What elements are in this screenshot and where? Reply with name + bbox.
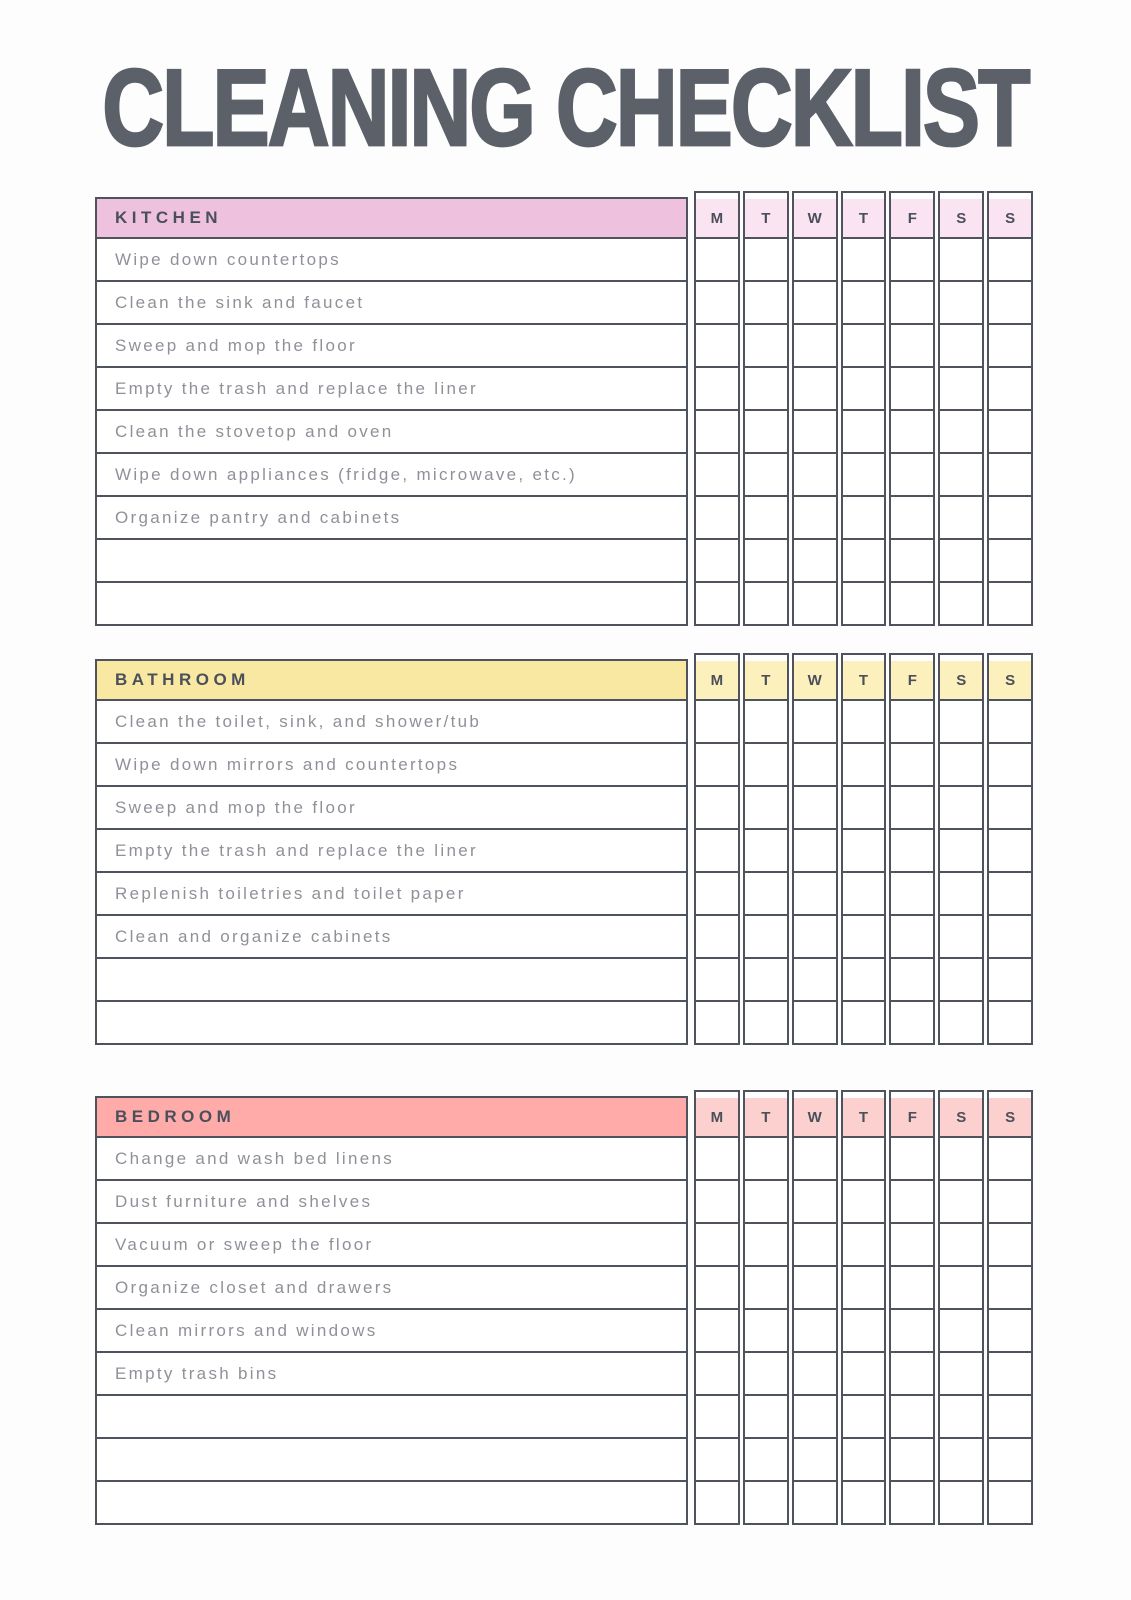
check-cell[interactable] <box>696 699 738 742</box>
day-column <box>987 1090 1033 1525</box>
empty-row <box>97 1437 686 1480</box>
check-cell[interactable] <box>940 538 982 581</box>
check-cell[interactable] <box>989 538 1031 581</box>
check-cell[interactable] <box>989 581 1031 624</box>
check-cell[interactable] <box>940 1480 982 1523</box>
day-header: M <box>696 1098 738 1136</box>
day-column <box>743 191 789 626</box>
check-cell[interactable] <box>794 237 836 280</box>
check-cell[interactable] <box>940 957 982 1000</box>
check-cell[interactable] <box>843 409 885 452</box>
check-cell[interactable] <box>843 538 885 581</box>
day-column <box>841 1090 887 1525</box>
check-cell[interactable] <box>696 538 738 581</box>
day-header: S <box>989 1098 1031 1136</box>
check-cell[interactable] <box>794 871 836 914</box>
check-cell[interactable] <box>745 957 787 1000</box>
check-cell[interactable] <box>794 280 836 323</box>
day-header: T <box>843 661 885 699</box>
section-title: BEDROOM <box>115 1107 236 1126</box>
check-cell[interactable] <box>989 1136 1031 1179</box>
check-cell[interactable] <box>794 1136 836 1179</box>
task-label: Organize pantry and cabinets <box>115 507 402 527</box>
empty-row <box>97 1394 686 1437</box>
task-table <box>95 197 688 626</box>
check-cell[interactable] <box>794 1437 836 1480</box>
check-cell[interactable] <box>989 409 1031 452</box>
check-cell[interactable] <box>891 1394 933 1437</box>
day-header: M <box>696 661 738 699</box>
check-cell[interactable] <box>989 366 1031 409</box>
day-column <box>694 191 740 626</box>
check-cell[interactable] <box>940 237 982 280</box>
check-cell[interactable] <box>696 828 738 871</box>
check-cell[interactable] <box>940 742 982 785</box>
check-cell[interactable] <box>843 914 885 957</box>
check-cell[interactable] <box>940 828 982 871</box>
day-column <box>938 191 984 626</box>
day-grid <box>694 191 1033 626</box>
check-cell[interactable] <box>696 1351 738 1394</box>
check-cell[interactable] <box>745 495 787 538</box>
check-cell[interactable] <box>843 742 885 785</box>
check-cell[interactable] <box>843 581 885 624</box>
day-header: F <box>891 661 933 699</box>
check-cell[interactable] <box>696 1179 738 1222</box>
check-cell[interactable] <box>843 495 885 538</box>
check-cell[interactable] <box>794 699 836 742</box>
task-row <box>97 1265 686 1308</box>
check-cell[interactable] <box>891 828 933 871</box>
check-cell[interactable] <box>696 581 738 624</box>
empty-row <box>97 538 686 581</box>
day-column <box>889 653 935 1045</box>
check-cell[interactable] <box>891 452 933 495</box>
check-cell[interactable] <box>745 699 787 742</box>
check-cell[interactable] <box>940 1308 982 1351</box>
check-cell[interactable] <box>745 742 787 785</box>
check-cell[interactable] <box>891 323 933 366</box>
check-cell[interactable] <box>696 1437 738 1480</box>
check-cell[interactable] <box>794 1394 836 1437</box>
check-cell[interactable] <box>794 1351 836 1394</box>
check-cell[interactable] <box>891 742 933 785</box>
day-grid <box>694 1090 1033 1525</box>
check-cell[interactable] <box>696 409 738 452</box>
day-header: M <box>696 199 738 237</box>
check-cell[interactable] <box>745 366 787 409</box>
day-header: T <box>745 199 787 237</box>
day-grid <box>694 653 1033 1045</box>
check-cell[interactable] <box>940 1265 982 1308</box>
check-cell[interactable] <box>794 452 836 495</box>
check-cell[interactable] <box>794 323 836 366</box>
check-cell[interactable] <box>891 914 933 957</box>
check-cell[interactable] <box>745 1136 787 1179</box>
check-cell[interactable] <box>891 581 933 624</box>
day-header: S <box>940 661 982 699</box>
check-cell[interactable] <box>745 828 787 871</box>
check-cell[interactable] <box>989 871 1031 914</box>
task-row <box>97 452 686 495</box>
check-cell[interactable] <box>989 323 1031 366</box>
check-cell[interactable] <box>745 1308 787 1351</box>
check-cell[interactable] <box>989 1265 1031 1308</box>
check-cell[interactable] <box>891 785 933 828</box>
check-cell[interactable] <box>843 1480 885 1523</box>
checklist-section-kitchen <box>95 191 1033 626</box>
check-cell[interactable] <box>989 1308 1031 1351</box>
day-header: T <box>745 1098 787 1136</box>
day-column <box>938 653 984 1045</box>
checklist-sections <box>0 191 1131 1525</box>
task-row <box>97 1308 686 1351</box>
check-cell[interactable] <box>891 1308 933 1351</box>
task-label: Organize closet and drawers <box>115 1277 394 1297</box>
check-cell[interactable] <box>696 785 738 828</box>
check-cell[interactable] <box>989 1222 1031 1265</box>
check-cell[interactable] <box>696 237 738 280</box>
check-cell[interactable] <box>940 914 982 957</box>
task-label: Wipe down mirrors and countertops <box>115 754 460 774</box>
check-cell[interactable] <box>696 914 738 957</box>
check-cell[interactable] <box>891 1351 933 1394</box>
check-cell[interactable] <box>891 538 933 581</box>
check-cell[interactable] <box>696 452 738 495</box>
task-row <box>97 237 686 280</box>
check-cell[interactable] <box>745 581 787 624</box>
task-label: Replenish toiletries and toilet paper <box>115 883 466 903</box>
day-header: F <box>891 1098 933 1136</box>
check-cell[interactable] <box>843 1394 885 1437</box>
check-cell[interactable] <box>891 1480 933 1523</box>
check-cell[interactable] <box>989 914 1031 957</box>
check-cell[interactable] <box>940 495 982 538</box>
check-cell[interactable] <box>940 1394 982 1437</box>
task-label: Change and wash bed linens <box>115 1148 395 1168</box>
check-cell[interactable] <box>794 495 836 538</box>
check-cell[interactable] <box>745 452 787 495</box>
task-row <box>97 366 686 409</box>
day-column <box>987 653 1033 1045</box>
check-cell[interactable] <box>891 409 933 452</box>
check-cell[interactable] <box>989 1351 1031 1394</box>
task-table <box>95 1096 688 1525</box>
day-header: S <box>989 199 1031 237</box>
check-cell[interactable] <box>696 495 738 538</box>
check-cell[interactable] <box>794 1222 836 1265</box>
task-label: Clean and organize cabinets <box>115 926 393 946</box>
check-cell[interactable] <box>891 699 933 742</box>
day-column <box>792 191 838 626</box>
check-cell[interactable] <box>843 828 885 871</box>
day-column <box>792 1090 838 1525</box>
check-cell[interactable] <box>696 1000 738 1043</box>
task-row <box>97 1136 686 1179</box>
task-label: Empty the trash and replace the liner <box>115 840 478 860</box>
check-cell[interactable] <box>940 1351 982 1394</box>
day-column <box>743 1090 789 1525</box>
task-row <box>97 699 686 742</box>
check-cell[interactable] <box>794 1308 836 1351</box>
check-cell[interactable] <box>843 957 885 1000</box>
day-column <box>938 1090 984 1525</box>
check-cell[interactable] <box>843 1000 885 1043</box>
day-header: T <box>843 199 885 237</box>
check-cell[interactable] <box>794 366 836 409</box>
check-cell[interactable] <box>794 538 836 581</box>
check-cell[interactable] <box>989 237 1031 280</box>
check-cell[interactable] <box>696 323 738 366</box>
check-cell[interactable] <box>843 1222 885 1265</box>
check-cell[interactable] <box>940 1136 982 1179</box>
check-cell[interactable] <box>989 699 1031 742</box>
check-cell[interactable] <box>696 1308 738 1351</box>
check-cell[interactable] <box>989 1480 1031 1523</box>
check-cell[interactable] <box>745 1179 787 1222</box>
section-header <box>97 661 686 699</box>
check-cell[interactable] <box>940 409 982 452</box>
day-column <box>792 653 838 1045</box>
check-cell[interactable] <box>891 280 933 323</box>
check-cell[interactable] <box>745 1000 787 1043</box>
check-cell[interactable] <box>843 699 885 742</box>
task-row <box>97 409 686 452</box>
check-cell[interactable] <box>843 1136 885 1179</box>
check-cell[interactable] <box>745 1480 787 1523</box>
check-cell[interactable] <box>989 785 1031 828</box>
check-cell[interactable] <box>745 1394 787 1437</box>
check-cell[interactable] <box>891 366 933 409</box>
check-cell[interactable] <box>745 323 787 366</box>
task-row <box>97 914 686 957</box>
check-cell[interactable] <box>891 871 933 914</box>
check-cell[interactable] <box>745 785 787 828</box>
check-cell[interactable] <box>794 1480 836 1523</box>
check-cell[interactable] <box>843 323 885 366</box>
check-cell[interactable] <box>940 1179 982 1222</box>
check-cell[interactable] <box>989 957 1031 1000</box>
check-cell[interactable] <box>745 237 787 280</box>
section-title: KITCHEN <box>115 208 223 227</box>
check-cell[interactable] <box>989 280 1031 323</box>
check-cell[interactable] <box>696 1136 738 1179</box>
check-cell[interactable] <box>843 452 885 495</box>
day-column <box>889 191 935 626</box>
check-cell[interactable] <box>989 1179 1031 1222</box>
check-cell[interactable] <box>891 957 933 1000</box>
check-cell[interactable] <box>940 452 982 495</box>
check-cell[interactable] <box>940 699 982 742</box>
check-cell[interactable] <box>989 1437 1031 1480</box>
task-row <box>97 742 686 785</box>
check-cell[interactable] <box>940 1000 982 1043</box>
check-cell[interactable] <box>891 1222 933 1265</box>
check-cell[interactable] <box>794 1179 836 1222</box>
check-cell[interactable] <box>891 495 933 538</box>
check-cell[interactable] <box>891 1265 933 1308</box>
task-row <box>97 495 686 538</box>
empty-row <box>97 957 686 1000</box>
section-header <box>97 199 686 237</box>
check-cell[interactable] <box>940 1222 982 1265</box>
check-cell[interactable] <box>843 237 885 280</box>
day-column <box>841 653 887 1045</box>
check-cell[interactable] <box>696 742 738 785</box>
day-column <box>889 1090 935 1525</box>
check-cell[interactable] <box>794 957 836 1000</box>
day-column <box>694 653 740 1045</box>
day-column <box>743 653 789 1045</box>
check-cell[interactable] <box>843 1308 885 1351</box>
task-label: Sweep and mop the floor <box>115 797 357 817</box>
check-cell[interactable] <box>989 742 1031 785</box>
check-cell[interactable] <box>745 1437 787 1480</box>
check-cell[interactable] <box>940 1437 982 1480</box>
check-cell[interactable] <box>940 280 982 323</box>
check-cell[interactable] <box>696 1265 738 1308</box>
task-label: Empty trash bins <box>115 1363 279 1383</box>
task-label: Vacuum or sweep the floor <box>115 1234 374 1254</box>
check-cell[interactable] <box>696 871 738 914</box>
day-header: S <box>989 661 1031 699</box>
check-cell[interactable] <box>940 581 982 624</box>
check-cell[interactable] <box>745 409 787 452</box>
check-cell[interactable] <box>843 366 885 409</box>
task-label: Sweep and mop the floor <box>115 335 357 355</box>
task-row <box>97 280 686 323</box>
check-cell[interactable] <box>794 785 836 828</box>
check-cell[interactable] <box>891 1136 933 1179</box>
day-header: T <box>843 1098 885 1136</box>
task-label: Clean the sink and faucet <box>115 292 365 312</box>
task-label: Empty the trash and replace the liner <box>115 378 478 398</box>
check-cell[interactable] <box>745 1265 787 1308</box>
check-cell[interactable] <box>745 538 787 581</box>
check-cell[interactable] <box>794 409 836 452</box>
task-label: Dust furniture and shelves <box>115 1191 373 1211</box>
check-cell[interactable] <box>745 1351 787 1394</box>
page-title: CLEANING CHECKLIST <box>102 46 1029 169</box>
check-cell[interactable] <box>843 280 885 323</box>
task-label: Wipe down countertops <box>115 249 341 269</box>
day-header: W <box>794 1098 836 1136</box>
check-cell[interactable] <box>745 914 787 957</box>
check-cell[interactable] <box>696 1480 738 1523</box>
checklist-section-bathroom <box>95 653 1033 1045</box>
day-column <box>694 1090 740 1525</box>
check-cell[interactable] <box>794 742 836 785</box>
day-column <box>841 191 887 626</box>
check-cell[interactable] <box>843 785 885 828</box>
section-title: BATHROOM <box>115 670 250 689</box>
check-cell[interactable] <box>891 1179 933 1222</box>
task-row <box>97 1351 686 1394</box>
check-cell[interactable] <box>989 452 1031 495</box>
empty-row <box>97 1000 686 1043</box>
check-cell[interactable] <box>940 323 982 366</box>
empty-row <box>97 1480 686 1523</box>
task-row <box>97 785 686 828</box>
check-cell[interactable] <box>696 280 738 323</box>
check-cell[interactable] <box>940 871 982 914</box>
check-cell[interactable] <box>940 785 982 828</box>
check-cell[interactable] <box>745 871 787 914</box>
check-cell[interactable] <box>989 828 1031 871</box>
check-cell[interactable] <box>696 1222 738 1265</box>
day-header: F <box>891 199 933 237</box>
day-column <box>987 191 1033 626</box>
check-cell[interactable] <box>891 1000 933 1043</box>
check-cell[interactable] <box>794 1265 836 1308</box>
check-cell[interactable] <box>745 280 787 323</box>
day-header: S <box>940 199 982 237</box>
task-label: Clean the stovetop and oven <box>115 421 394 441</box>
check-cell[interactable] <box>891 1437 933 1480</box>
check-cell[interactable] <box>989 1000 1031 1043</box>
check-cell[interactable] <box>843 1179 885 1222</box>
day-header: W <box>794 199 836 237</box>
task-row <box>97 323 686 366</box>
check-cell[interactable] <box>843 1351 885 1394</box>
task-label: Clean the toilet, sink, and shower/tub <box>115 711 482 731</box>
check-cell[interactable] <box>696 366 738 409</box>
checklist-section-bedroom <box>95 1090 1033 1525</box>
task-row <box>97 871 686 914</box>
check-cell[interactable] <box>843 1437 885 1480</box>
check-cell[interactable] <box>989 1394 1031 1437</box>
task-row <box>97 1222 686 1265</box>
day-header: W <box>794 661 836 699</box>
task-row <box>97 828 686 871</box>
check-cell[interactable] <box>794 828 836 871</box>
check-cell[interactable] <box>745 1222 787 1265</box>
task-label: Wipe down appliances (fridge, microwave, etc.) <box>115 464 578 484</box>
check-cell[interactable] <box>696 957 738 1000</box>
check-cell[interactable] <box>843 871 885 914</box>
check-cell[interactable] <box>696 1394 738 1437</box>
empty-row <box>97 581 686 624</box>
check-cell[interactable] <box>794 581 836 624</box>
day-header: T <box>745 661 787 699</box>
check-cell[interactable] <box>891 237 933 280</box>
section-header <box>97 1098 686 1136</box>
task-row <box>97 1179 686 1222</box>
check-cell[interactable] <box>989 495 1031 538</box>
task-table <box>95 659 688 1045</box>
task-label: Clean mirrors and windows <box>115 1320 378 1340</box>
check-cell[interactable] <box>794 1000 836 1043</box>
check-cell[interactable] <box>843 1265 885 1308</box>
day-header: S <box>940 1098 982 1136</box>
check-cell[interactable] <box>794 914 836 957</box>
check-cell[interactable] <box>940 366 982 409</box>
